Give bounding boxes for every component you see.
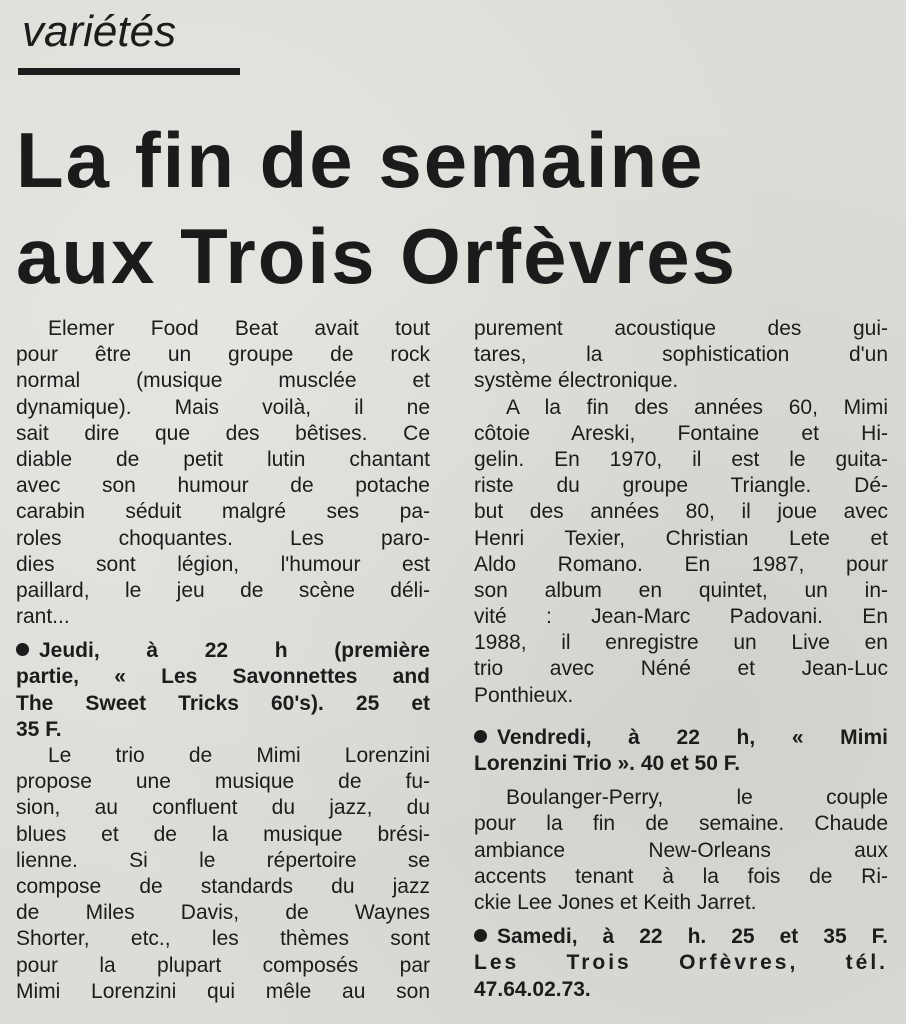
text-line: diable de petit lutin chantant [16,447,430,471]
text-line: Elemer Food Beat avait tout [48,317,430,340]
text-line: propose une musique de fu- [16,770,430,794]
bullet-icon [474,730,487,743]
text-line: partie, « Les Savonnettes and [16,665,430,689]
text-line: pour la plupart composés par [16,953,430,977]
text-line: son album en quintet, un in- [474,578,888,602]
text-line: Boulanger-Perry, le couple [506,786,888,810]
text-line: carabin séduit malgré ses pa- [16,500,430,524]
text-line: trio avec Néné et Jean-Luc [474,657,888,681]
text-line: A la fin des années 60, Mimi [506,395,888,419]
text-line: ckie Lee Jones et Keith Jarret. [474,890,757,914]
article-column-left [16,316,430,1005]
text-line: tares, la sophistication d'un [474,343,888,367]
text-line: dynamique). Mais voilà, il ne [16,395,430,419]
text-line: compose de standards du jazz [16,874,430,898]
text-line: avec son humour de potache [16,474,430,498]
text-line: blues et de la musique brési- [16,822,430,846]
text-line: ambiance New-Orleans aux [474,838,888,862]
text-line: Lorenzini Trio ». 40 et 50 F. [474,752,741,775]
text-line: accents tenant à la fois de Ri- [474,864,888,888]
headline-line-1: La fin de semaine [16,116,705,204]
text-line: Mimi Lorenzini qui mêle au son [16,979,430,1003]
text-line: système électronique. [474,369,679,393]
text-line: The Sweet Tricks 60's). 25 et [16,691,430,715]
text-line: de Miles Davis, de Waynes [16,901,430,925]
text-line: 35 F. [16,717,62,741]
text-line: paillard, le jeu de scène déli- [16,578,430,602]
section-label: variétés [22,7,177,56]
text-line: Ponthieux. [474,683,574,707]
text-line: 1988, il enregistre un Live en [474,631,888,655]
event-listing-thursday [16,638,430,664]
headline-line-2: aux Trois Orfèvres [16,212,738,300]
text-line: Les Trois Orfèvres, tél. [474,951,888,975]
text-line: roles choquantes. Les paro- [16,526,430,550]
text-line: vité : Jean-Marc Padovani. En [474,605,888,629]
text-line: pour la fin de semaine. Chaude [474,812,888,836]
text-line: sait dire que des bêtises. Ce [16,421,430,445]
text-line: Samedi, à 22 h. 25 et 35 F. [497,925,888,949]
text-line: 47.64.02.73. [474,977,591,1001]
event-listing-saturday [474,924,888,950]
text-line: Shorter, etc., les thèmes sont [16,927,430,951]
text-line: dies sont légion, l'humour est [16,552,430,576]
text-line: sion, au confluent du jazz, du [16,796,430,820]
text-line: Vendredi, à 22 h, « Mimi [497,725,888,749]
text-line: but des années 80, il joue avec [474,500,888,524]
text-line: lienne. Si le répertoire se [16,848,430,872]
text-line: gelin. En 1970, il est le guita- [474,447,888,471]
bullet-icon [474,929,487,942]
text-line: rant... [16,605,70,629]
text-line: purement acoustique des gui- [474,317,888,340]
headline [16,112,896,304]
text-line: pour être un groupe de rock [16,343,430,367]
bullet-icon [16,643,29,656]
article-column-right [474,316,888,1003]
event-listing-friday [474,725,888,751]
text-line: côtoie Areski, Fontaine et Hi- [474,421,888,445]
section-rule [18,68,240,75]
text-line: Jeudi, à 22 h (première [39,639,430,663]
text-line: Henri Texier, Christian Lete et [474,526,888,550]
text-line: Le trio de Mimi Lorenzini [48,744,430,767]
text-line: Aldo Romano. En 1987, pour [474,552,888,576]
text-line: riste du groupe Triangle. Dé- [474,474,888,498]
text-line: normal (musique musclée et [16,369,430,393]
